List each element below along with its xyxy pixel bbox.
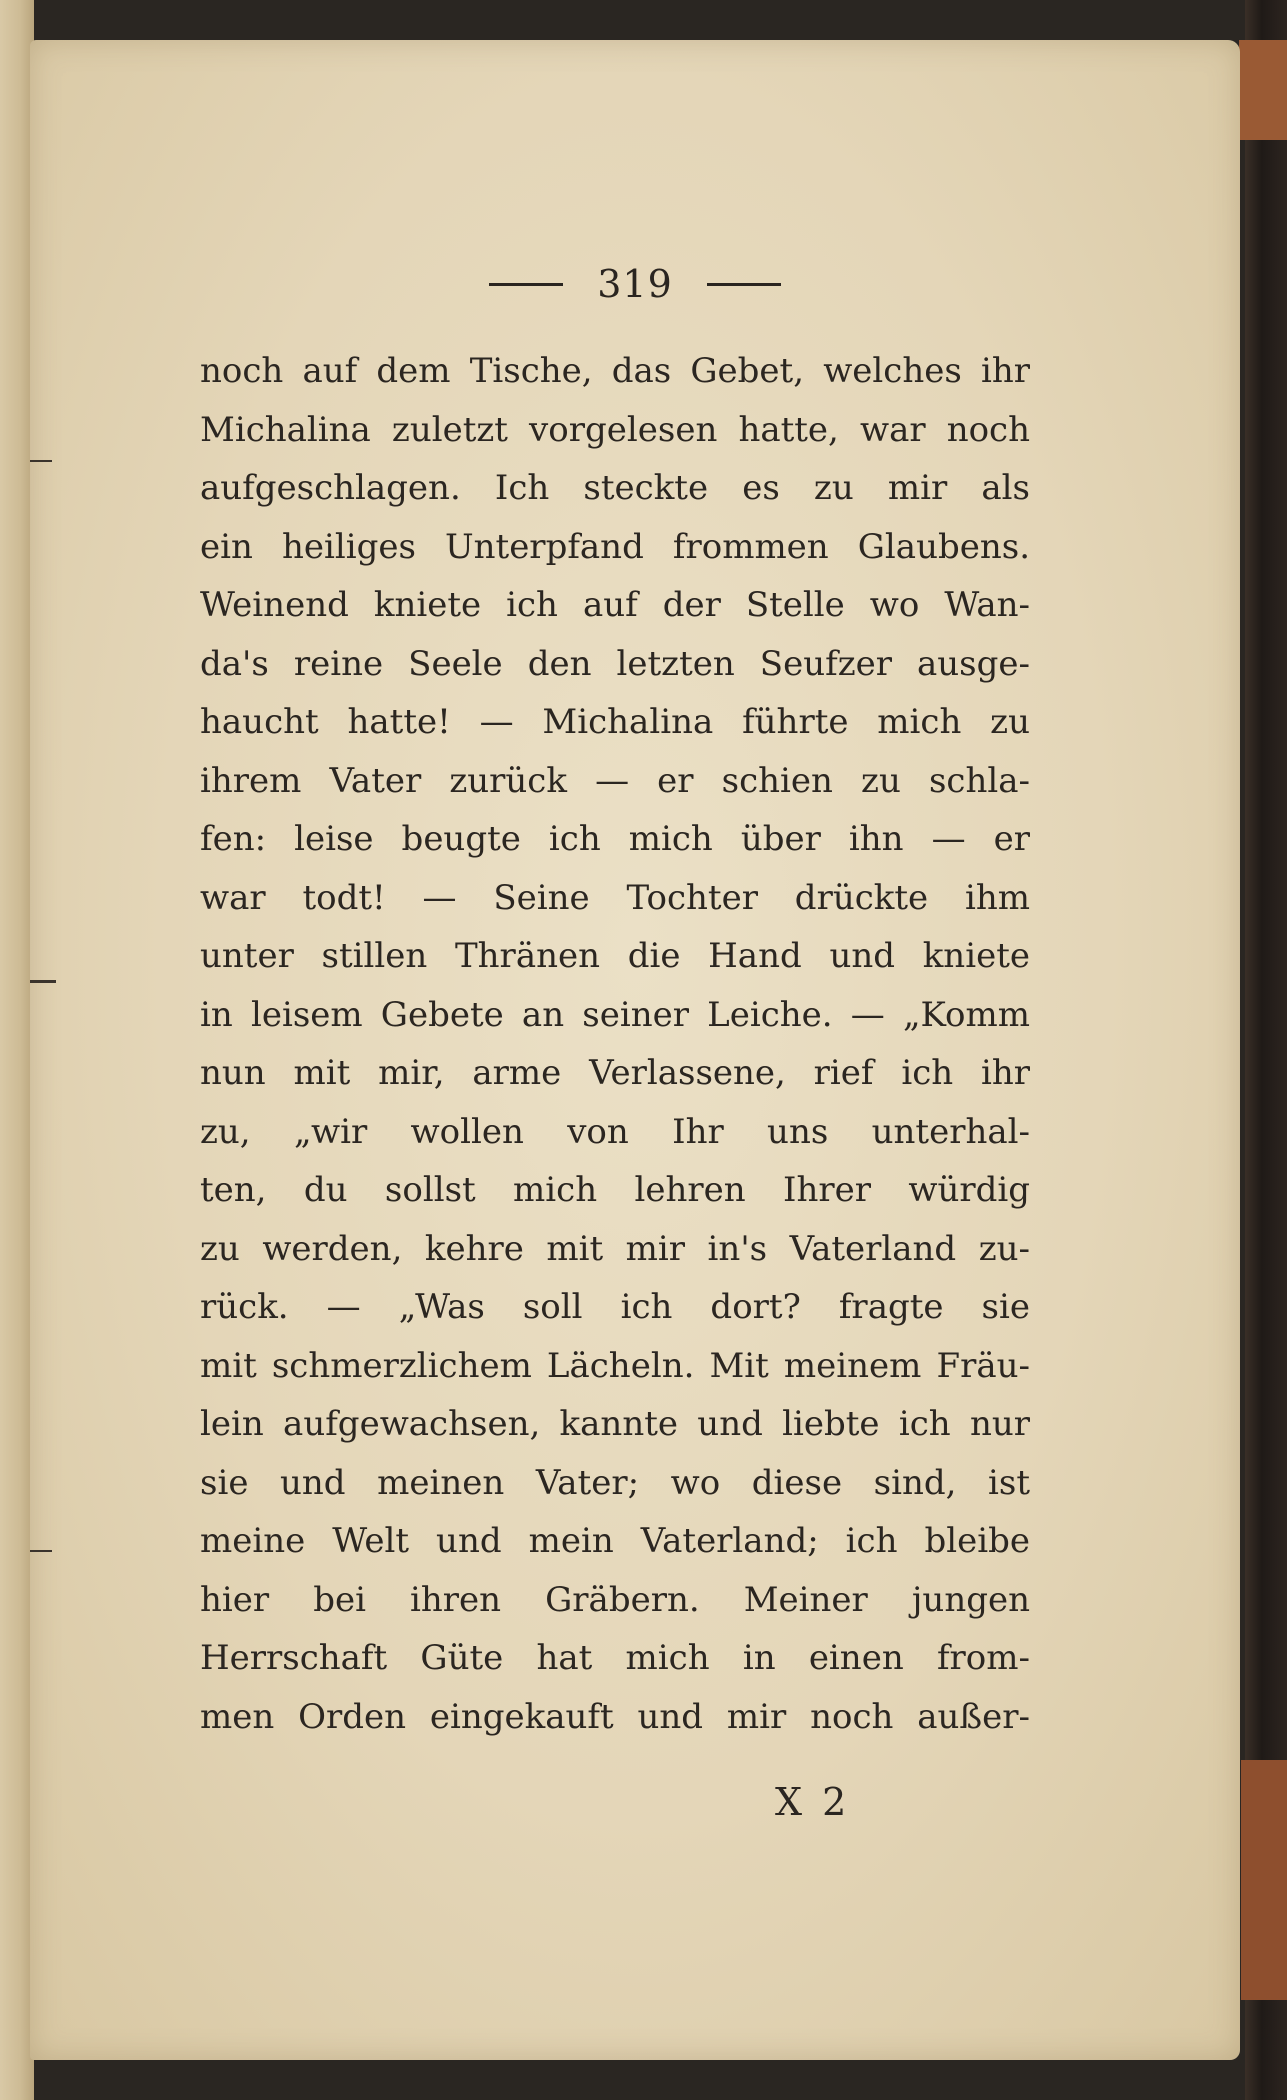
text-line: lein aufgewachsen, kannte und liebte ich nur [200, 1404, 1030, 1444]
text-line: nun mit mir, arme Verlassene, rief ich ihr [200, 1053, 1030, 1093]
text-line: ten, du sollst mich lehren Ihrer würdig [200, 1170, 1030, 1210]
text-line: rück. — „Was soll ich dort? fragte sie [200, 1287, 1030, 1327]
text-line: da's reine Seele den letzten Seufzer ausge- [200, 643, 1030, 684]
page-paper [30, 40, 1240, 2060]
text-line: ihrem Vater zurück — er schien zu schla- [200, 760, 1030, 801]
text-line: in leisem Gebete an seiner Leiche. — „Komm [200, 994, 1030, 1035]
head-rule-right [707, 283, 781, 286]
text-line: ein heiliges Unterpfand frommen Glaubens. [200, 526, 1030, 567]
text-line: unter stillen Thränen die Hand und kniete [200, 936, 1030, 976]
text-line: aufgeschlagen. Ich steckte es zu mir als [200, 468, 1030, 508]
signature-mark: X 2 [775, 1780, 851, 1824]
text-line: fen: leise beugte ich mich über ihn — er [200, 819, 1030, 859]
text-line: meine Welt und mein Vaterland; ich bleibe [200, 1521, 1030, 1561]
text-line: haucht hatte! — Michalina führte mich zu [200, 702, 1030, 742]
body-text [200, 342, 1030, 1746]
book-binding [0, 0, 34, 2100]
cover-corner-bottom [1241, 1760, 1287, 2000]
text-line: zu werden, kehre mit mir in's Vaterland zu- [200, 1228, 1030, 1269]
head-rule-left [489, 283, 563, 286]
page-number: 319 [597, 262, 673, 306]
text-line: mit schmerzlichem Lächeln. Mit meinem Fräu- [200, 1345, 1030, 1386]
text-line: sie und meinen Vater; wo diese sind, ist [200, 1462, 1030, 1503]
page-content [30, 40, 1240, 2060]
margin-tick [30, 1550, 52, 1552]
text-line: Michalina zuletzt vorgelesen hatte, war noch [200, 409, 1030, 450]
text-line: zu, „wir wollen von Ihr uns unterhal- [200, 1111, 1030, 1152]
margin-tick [30, 980, 56, 983]
text-line: noch auf dem Tische, das Gebet, welches ihr [200, 351, 1030, 391]
running-head [30, 254, 1240, 314]
text-line: Weinend kniete ich auf der Stelle wo Wan- [200, 585, 1030, 625]
text-line: hier bei ihren Gräbern. Meiner jungen [200, 1579, 1030, 1620]
text-line: Herrschaft Güte hat mich in einen from- [200, 1638, 1030, 1678]
margin-tick [30, 460, 52, 462]
text-line: men Orden eingekauft und mir noch außer- [200, 1696, 1030, 1737]
text-line: war todt! — Seine Tochter drückte ihm [200, 877, 1030, 918]
cover-corner-top [1239, 40, 1287, 140]
